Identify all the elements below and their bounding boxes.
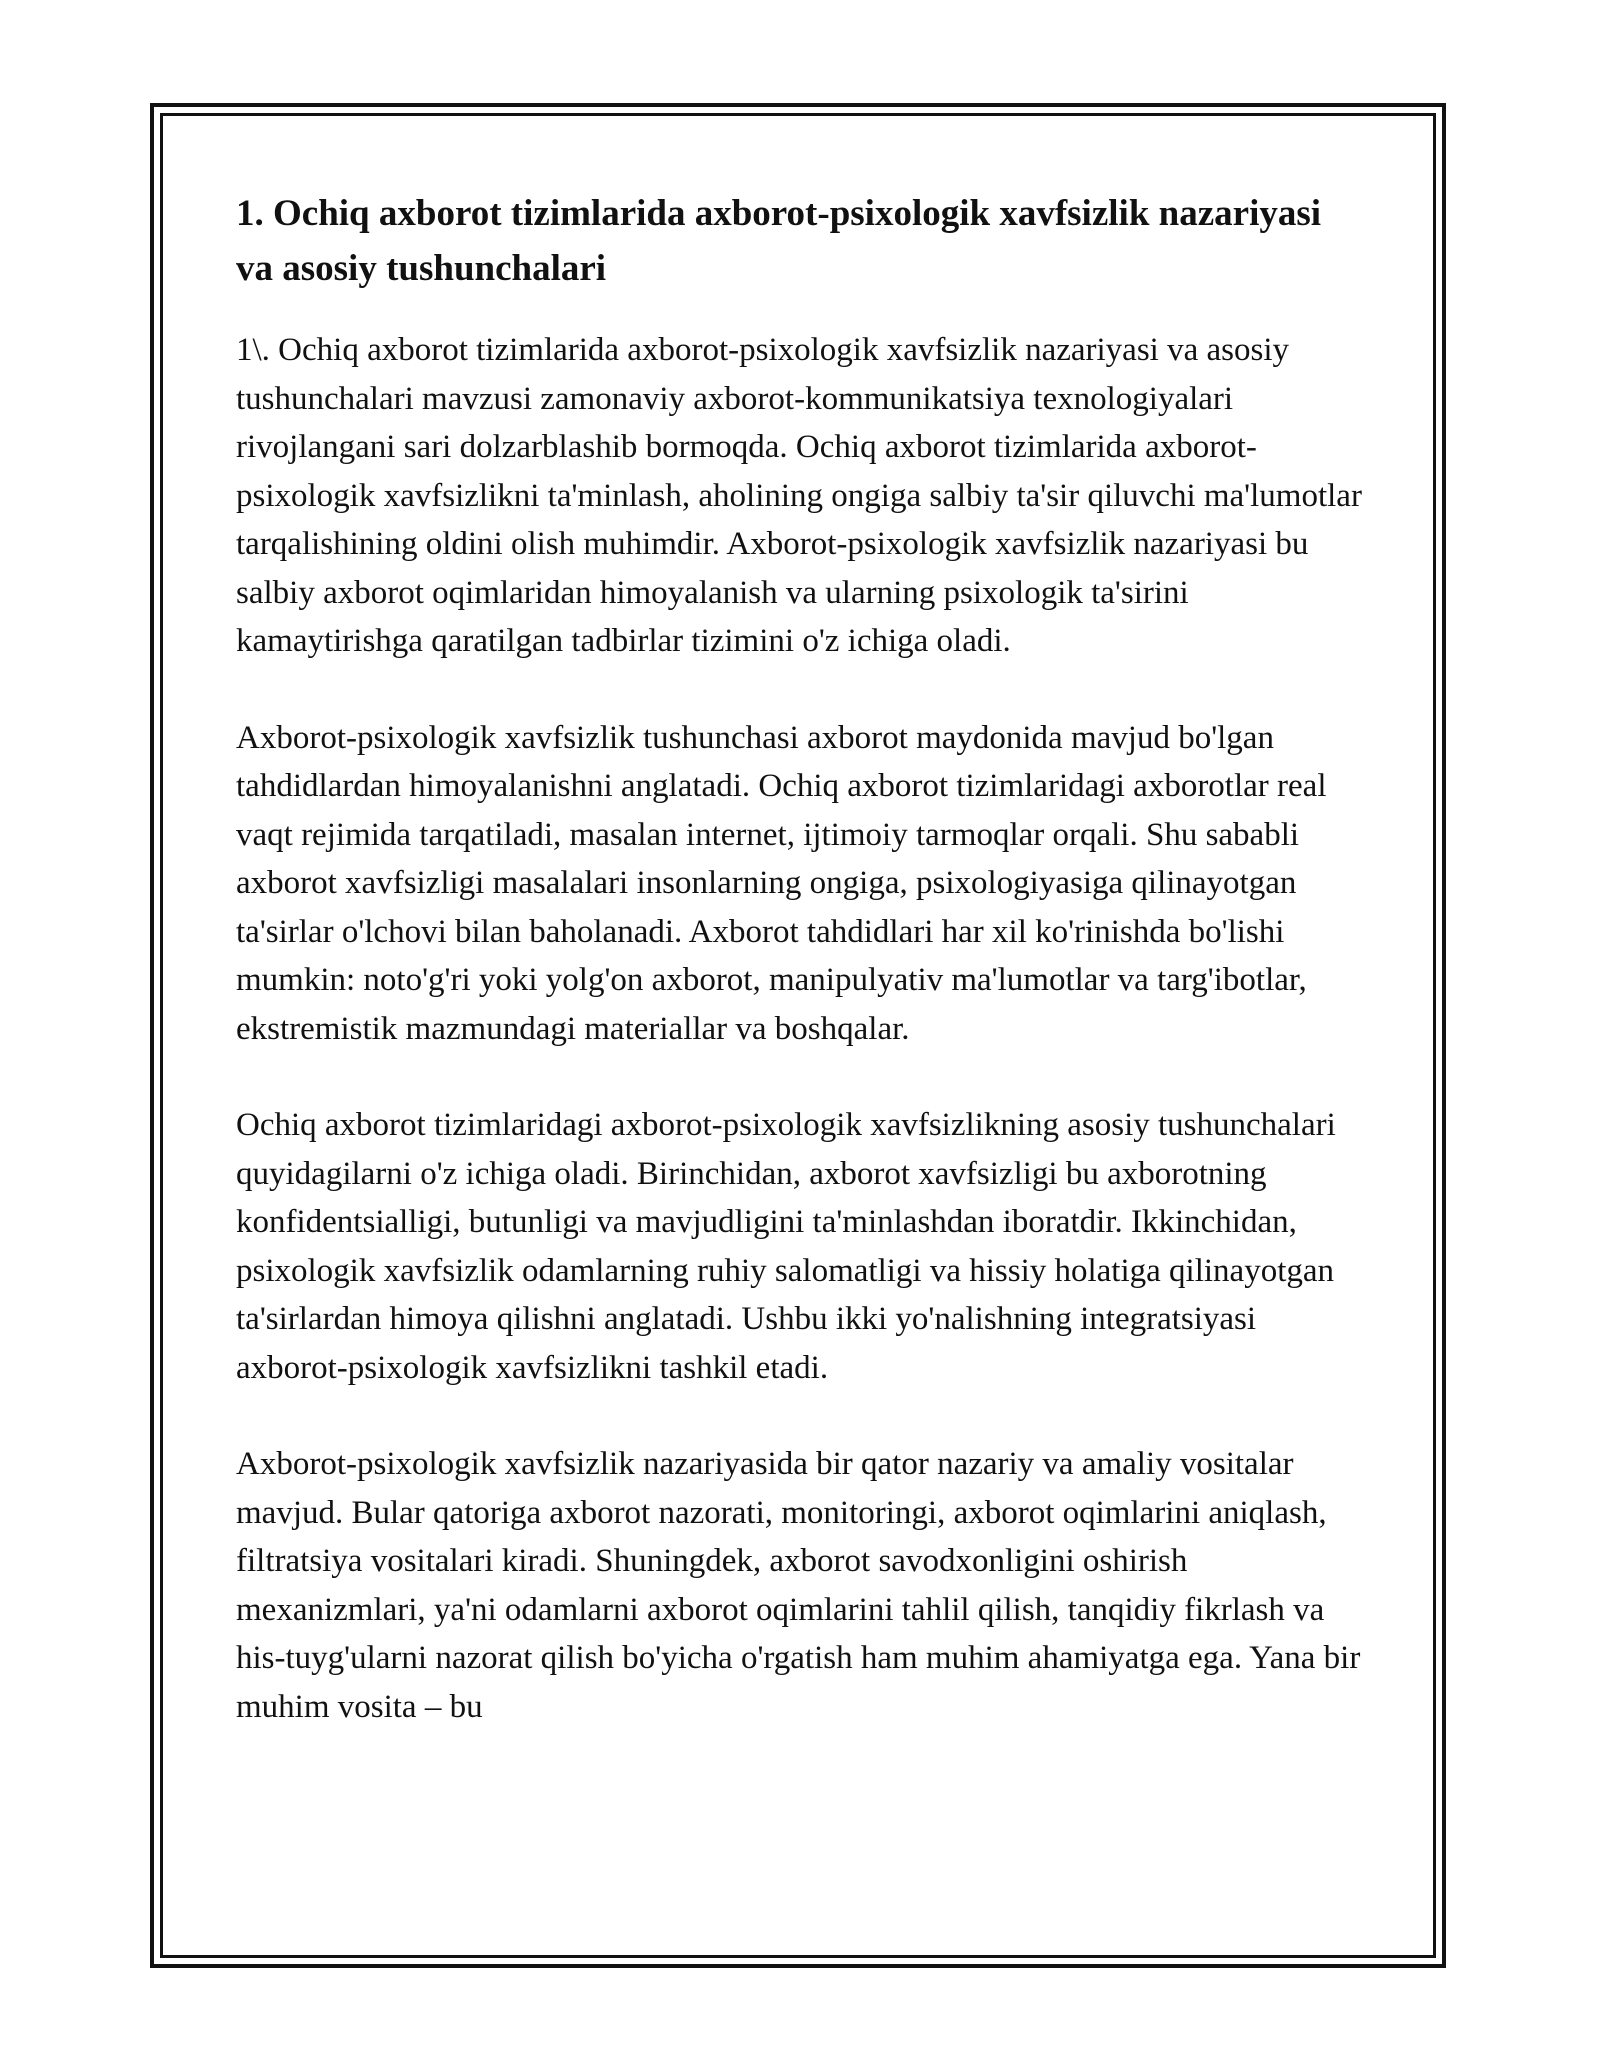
document-body <box>236 186 1366 1731</box>
paragraph-tools: Axborot-psixologik xavfsizlik nazariyasida bir qator nazariy va amaliy vositalar mavjud. Bular qatoriga axborot nazorati, monitoringi, axborot oqimlarini aniqlash, filtratsiya vositalari kiradi. Shuningdek, axborot savodxonligini oshirish mexanizmlari, ya'ni odamlarni axborot oqimlarini tahlil qilish, tanqidiy fikrlash va his-tuyg'ularni nazorat qilish bo'yicha o'rgatish ham muhim ahamiyatga ega. Yana bir muhim vosita – bu <box>236 1446 1361 1725</box>
paragraph-basic-notions: Ochiq axborot tizimlaridagi axborot-psixologik xavfsizlikning asosiy tushunchalari quyidagilarni o'z ichiga oladi. Birinchidan, axborot xavfsizligi bu axborotning konfidentsialligi, butunligi va mavjudligini ta'minlashdan iboratdir. Ikkinchidan, psixologik xavfsizlik odamlarning ruhiy salomatligi va hissiy holatiga qilinayotgan ta'sirlardan himoya qilishni anglatadi. Ushbu ikki yo'nalishning integratsiyasi axborot-psixologik xavfsizlikni tashkil etadi. <box>236 1107 1336 1386</box>
paragraph-concept: Axborot-psixologik xavfsizlik tushunchasi axborot maydonida mavjud bo'lgan tahdidlardan himoyalanishni anglatadi. Ochiq axborot tizimlaridagi axborotlar real vaqt rejimida tarqatiladi, masalan internet, ijtimoiy tarmoqlar orqali. Shu sababli axborot xavfsizligi masalalari insonlarning ongiga, psixologiyasiga qilinayotgan ta'sirlar o'lchovi bilan baholanadi. Axborot tahdidlari har xil ko'rinishda bo'lishi mumkin: noto'g'ri yoki yolg'on axborot, manipulyativ ma'lumotlar va targ'ibotlar, ekstremistik mazmundagi materiallar va boshqalar. <box>236 719 1327 1047</box>
paragraph-intro: 1\. Ochiq axborot tizimlarida axborot-psixologik xavfsizlik nazariyasi va asosiy tushunchalari mavzusi zamonaviy axborot-kommunikatsiya texnologiyalari rivojlangani sari dolzarblashib bormoqda. Ochiq axborot tizimlarida axborot-psixologik xavfsizlikni ta'minlash, aholining ongiga salbiy ta'sir qiluvchi ma'lumotlar tarqalishining oldini olish muhimdir. Axborot-psixologik xavfsizlik nazariyasi bu salbiy axborot oqimlaridan himoyalanish va ularning psixologik ta'sirini kamaytirishga qaratilgan tadbirlar tizimini o'z ichiga oladi. <box>236 332 1362 659</box>
section-heading: 1. Ochiq axborot tizimlarida axborot-psixologik xavfsizlik nazariyasi va asosiy tushunchalari <box>236 193 1322 289</box>
